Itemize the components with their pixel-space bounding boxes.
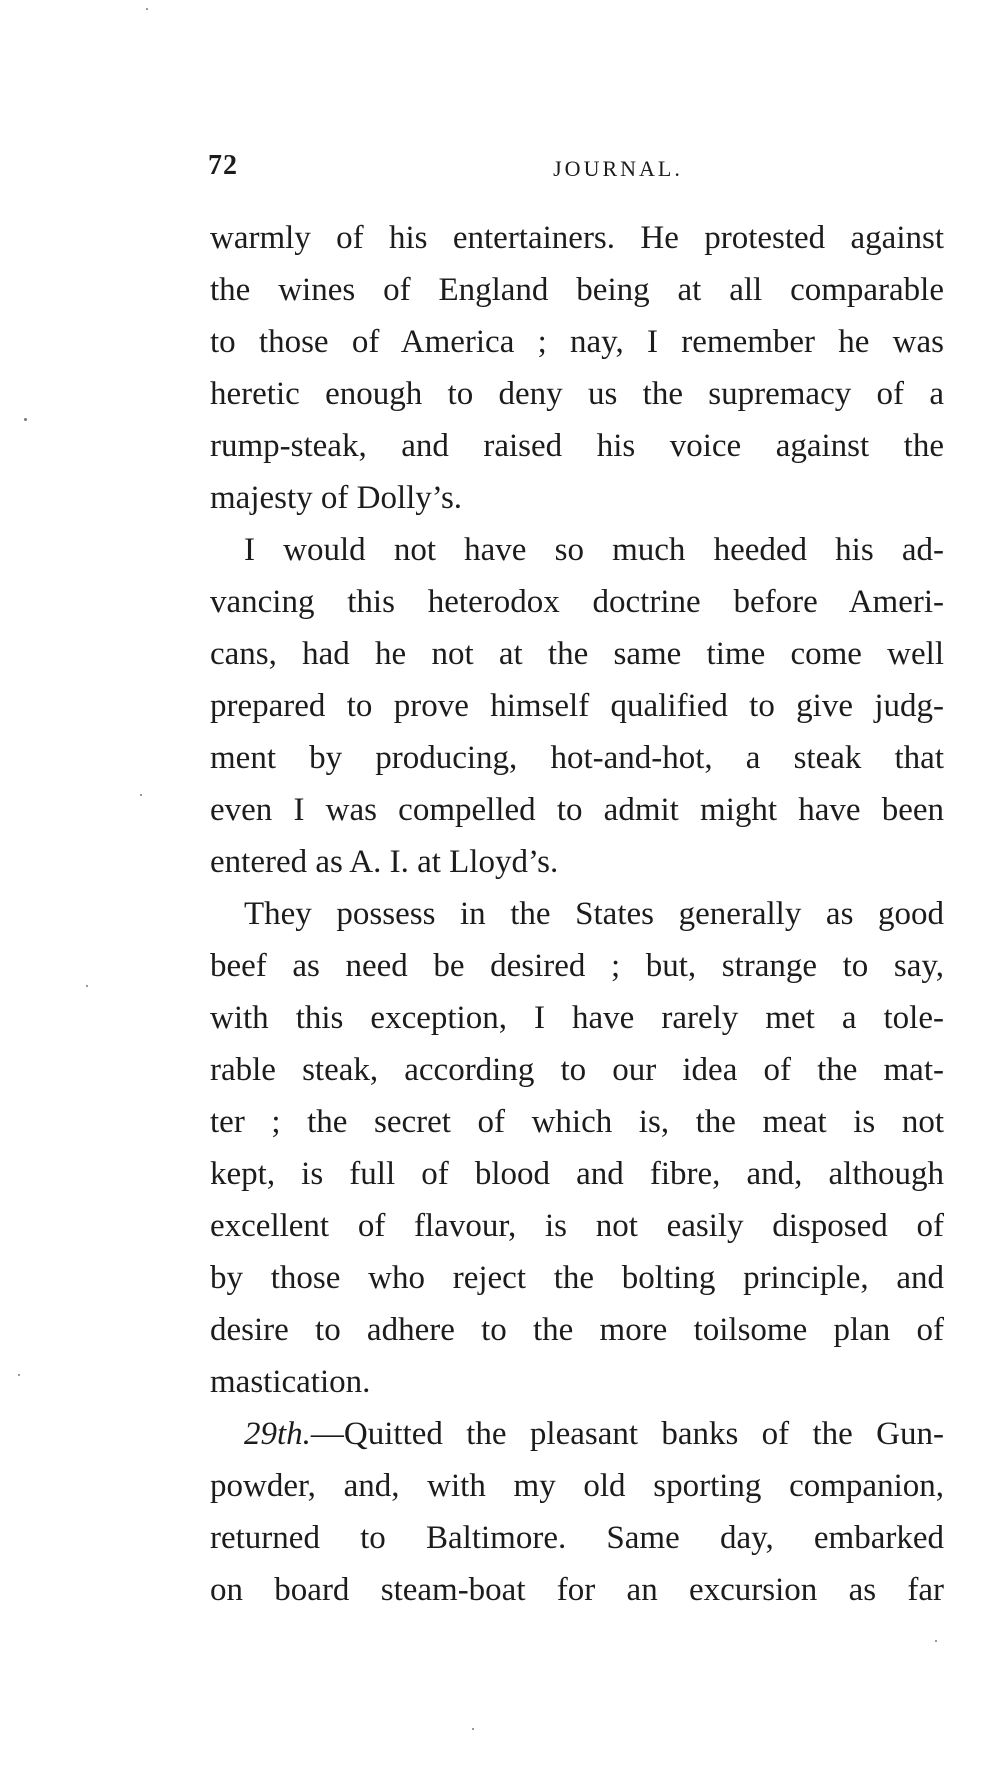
text-line: the wines of England being at all comparable <box>210 272 944 308</box>
paper-speck <box>24 418 27 421</box>
text-line: desire to adhere to the more toilsome plan of <box>210 1312 944 1348</box>
body-text <box>210 212 944 1616</box>
text-line: excellent of flavour, is not easily disposed of <box>210 1208 944 1244</box>
text-line: ter ; the secret of which is, the meat is not <box>210 1104 944 1140</box>
text-line: returned to Baltimore. Same day, embarked <box>210 1520 944 1556</box>
paper-speck <box>18 1374 20 1376</box>
entry-date: 29th. <box>244 1416 311 1452</box>
paper-speck <box>472 1728 474 1730</box>
text-line: prepared to prove himself qualified to give judg- <box>210 688 944 724</box>
text-line: entered as A. I. at Lloyd’s. <box>210 844 559 880</box>
text-line: kept, is full of blood and fibre, and, although <box>210 1156 944 1192</box>
paper-speck <box>146 8 148 10</box>
text-line: with this exception, I have rarely met a tole- <box>210 1000 944 1036</box>
paragraph-4 <box>210 1408 944 1616</box>
text-line: majesty of Dolly’s. <box>210 480 463 516</box>
running-title: JOURNAL. <box>553 156 683 181</box>
text-line: on board steam-boat for an excursion as far <box>210 1572 944 1608</box>
page-number: 72 <box>208 150 238 181</box>
text-fragment: —Quitted the pleasant banks of the Gun- <box>310 1416 944 1452</box>
text-line: powder, and, with my old sporting companion, <box>210 1468 944 1504</box>
text-line: cans, had he not at the same time come well <box>210 636 944 672</box>
paper-speck <box>86 985 88 987</box>
text-line: even I was compelled to admit might have been <box>210 792 944 828</box>
paper-speck <box>935 1640 937 1642</box>
paragraph-1 <box>210 212 944 524</box>
text-line: vancing this heterodox doctrine before Ameri- <box>210 584 944 620</box>
text-line: warmly of his entertainers. He protested against <box>210 220 944 256</box>
text-line: rump-steak, and raised his voice against the <box>210 428 944 464</box>
text-line: by those who reject the bolting principle, and <box>210 1260 944 1296</box>
text-line: They possess in the States generally as good <box>244 896 944 932</box>
paragraph-2 <box>210 524 944 888</box>
text-line: to those of America ; nay, I remember he was <box>210 324 944 360</box>
paragraph-3 <box>210 888 944 1408</box>
text-line: ment by producing, hot-and-hot, a steak that <box>210 740 944 776</box>
text-line: I would not have so much heeded his ad- <box>244 532 944 568</box>
page-header <box>208 150 944 190</box>
paper-speck <box>140 794 142 796</box>
text-line: heretic enough to deny us the supremacy of a <box>210 376 944 412</box>
text-line: mastication. <box>210 1364 371 1400</box>
text-line <box>210 1408 944 1460</box>
text-line: rable steak, according to our idea of the mat- <box>210 1052 944 1088</box>
text-line: beef as need be desired ; but, strange to say, <box>210 948 944 984</box>
